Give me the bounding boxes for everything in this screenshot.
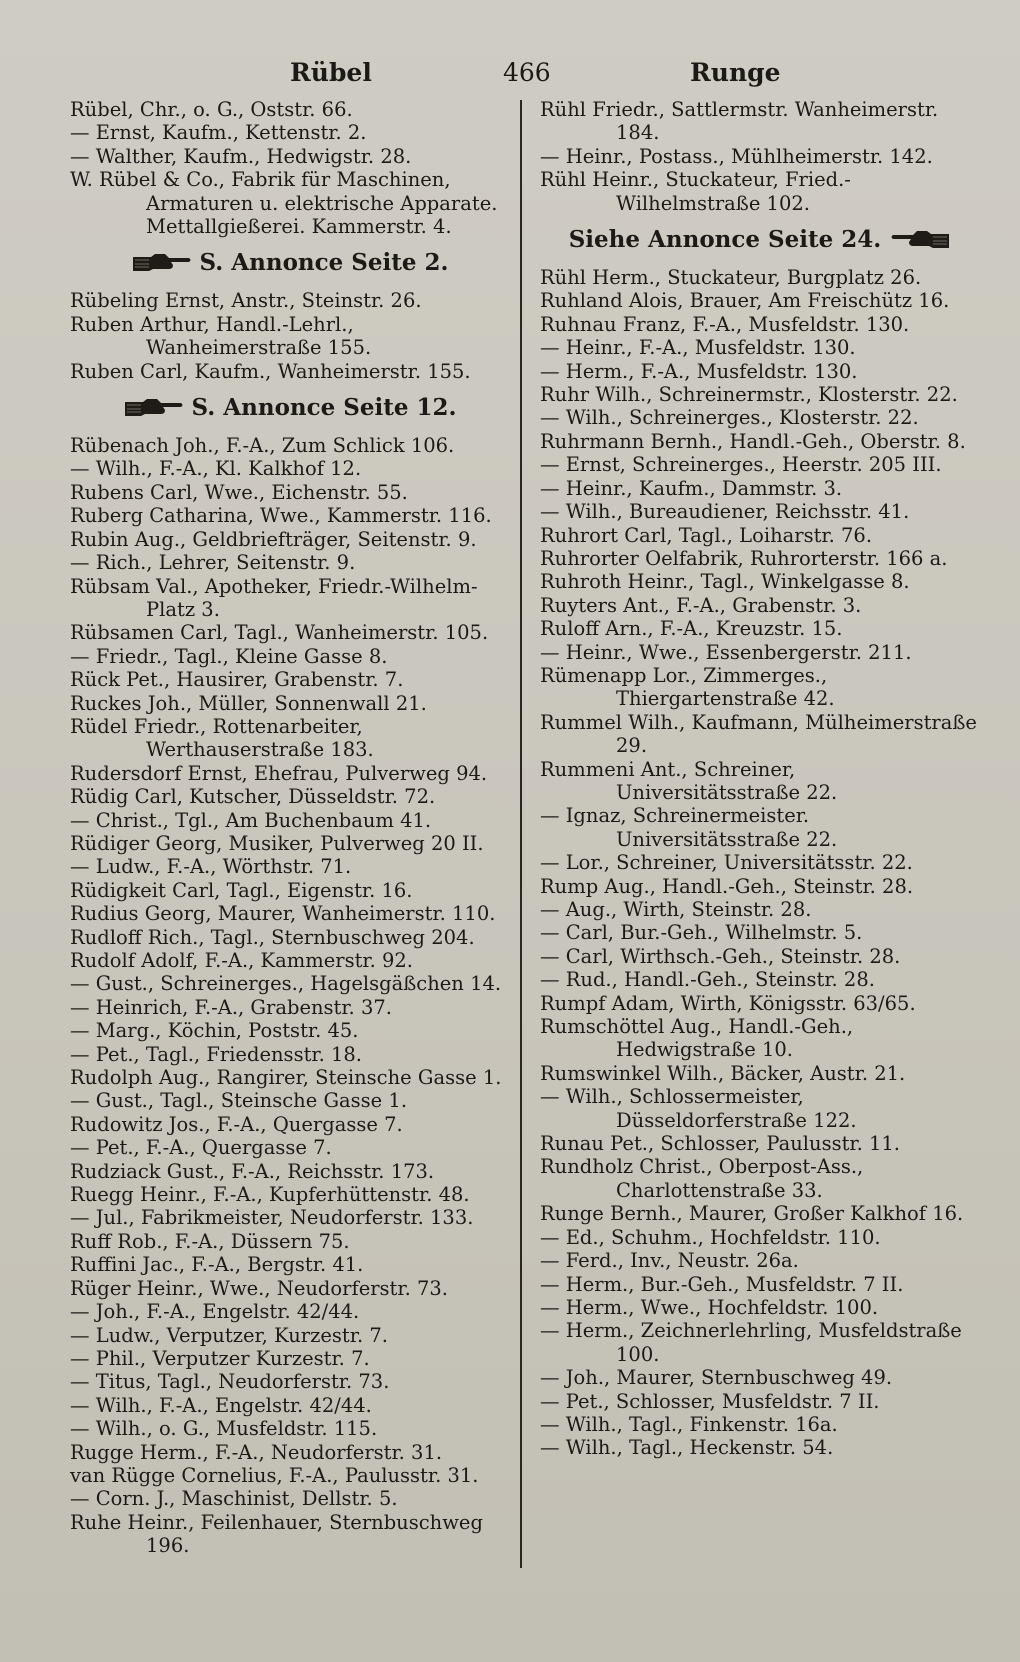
- directory-entry: — Herm., F.-A., Musfeldstr. 130.: [540, 359, 858, 383]
- directory-entry: — Lor., Schreiner, Universitätsstr. 22.: [540, 851, 913, 875]
- column-divider: [520, 100, 522, 1568]
- directory-entry: — Ignaz, Schreinermeister. Universitätsstraße 22.: [540, 804, 838, 851]
- directory-entry: Ruhr Wilh., Schreinermstr., Klosterstr. 22.: [540, 383, 958, 407]
- directory-entry: — Ferd., Inv., Neustr. 26a.: [540, 1249, 799, 1273]
- directory-entry: Ruloff Arn., F.-A., Kreuzstr. 15.: [540, 617, 843, 641]
- header-right-keyword: Runge: [690, 58, 781, 87]
- directory-entry: Rubin Aug., Geldbriefträger, Seitenstr. 9.: [70, 527, 477, 551]
- directory-entry: Rudziack Gust., F.-A., Reichsstr. 173.: [70, 1159, 435, 1183]
- directory-entry: — Herm., Wwe., Hochfeldstr. 100.: [540, 1295, 879, 1319]
- directory-entry: W. Rübel & Co., Fabrik für Maschinen, Armaturen u. elektrische Apparate. Mettallgießerei. Kammerstr. 4.: [70, 168, 498, 239]
- left-column: [70, 98, 510, 1558]
- directory-entry: — Ludw., F.-A., Wörthstr. 71.: [70, 855, 352, 879]
- directory-entry: — Gust., Tagl., Steinsche Gasse 1.: [70, 1089, 408, 1113]
- directory-entry: Rump Aug., Handl.-Geh., Steinstr. 28.: [540, 874, 914, 898]
- directory-entry: Ruberg Catharina, Wwe., Kammerstr. 116.: [70, 504, 492, 528]
- directory-entry: Ruhnau Franz, F.-A., Musfeldstr. 130.: [540, 312, 910, 336]
- directory-entry: Ruegg Heinr., F.-A., Kupferhüttenstr. 48.: [70, 1183, 470, 1207]
- directory-entry: Rundholz Christ., Oberpost-Ass., Charlottenstraße 33.: [540, 1155, 864, 1202]
- directory-entry: — Herm., Bur.-Geh., Musfeldstr. 7 II.: [540, 1272, 904, 1296]
- directory-entry: — Rud., Handl.-Geh., Steinstr. 28.: [540, 968, 875, 992]
- directory-entry: Rudolf Adolf, F.-A., Kammerstr. 92.: [70, 949, 414, 972]
- directory-entry: Rühl Heinr., Stuckateur, Fried.-Wilhelmstraße 102.: [540, 168, 851, 215]
- annonce-text: Siehe Annonce Seite 24.: [568, 226, 882, 254]
- directory-entry: Rummeni Ant., Schreiner, Universitätsstraße 22.: [540, 757, 838, 804]
- directory-entry: — Friedr., Tagl., Kleine Gasse 8.: [70, 644, 388, 668]
- pointing-hand-icon: [131, 251, 193, 273]
- right-column: [540, 98, 980, 1460]
- directory-entry: Rudowitz Jos., F.-A., Quergasse 7.: [70, 1112, 403, 1136]
- directory-entry: Rudolph Aug., Rangirer, Steinsche Gasse 1.: [70, 1066, 502, 1090]
- annonce-text: S. Annonce Seite 12.: [191, 394, 457, 422]
- directory-entry: Runge Bernh., Maurer, Großer Kalkhof 16.: [540, 1202, 964, 1226]
- directory-entry: Rüger Heinr., Wwe., Neudorferstr. 73.: [70, 1276, 448, 1300]
- directory-entry: — Herm., Zeichnerlehrling, Musfeldstraße 100.: [540, 1319, 962, 1366]
- directory-entry: Rühl Friedr., Sattlermstr. Wanheimerstr. 184.: [540, 98, 939, 145]
- directory-entry: Rümenapp Lor., Zimmerges., Thiergartenstraße 42.: [540, 663, 835, 711]
- directory-entry: Ruhrort Carl, Tagl., Loiharstr. 76.: [540, 523, 873, 547]
- directory-entry: — Wilh., o. G., Musfeldstr. 115.: [70, 1417, 378, 1441]
- directory-entry: Rübsamen Carl, Tagl., Wanheimerstr. 105.: [70, 621, 489, 645]
- directory-entry: Ruben Arthur, Handl.-Lehrl., Wanheimerstraße 155.: [70, 312, 372, 360]
- directory-entry: Rugge Herm., F.-A., Neudorferstr. 31.: [70, 1440, 443, 1464]
- directory-entry: Rübeling Ernst, Anstr., Steinstr. 26.: [70, 289, 422, 313]
- directory-entry: — Heinr., Postass., Mühlheimerstr. 142.: [540, 144, 933, 168]
- directory-entry: — Titus, Tagl., Neudorferstr. 73.: [70, 1370, 390, 1394]
- pointing-hand-icon: [889, 228, 951, 250]
- directory-entry: — Phil., Verputzer Kurzestr. 7.: [70, 1346, 370, 1370]
- directory-entry: Ruhe Heinr., Feilenhauer, Sternbuschweg 196.: [70, 1510, 483, 1558]
- directory-entry: — Wilh., Tagl., Finkenstr. 16a.: [540, 1412, 838, 1436]
- directory-entry: — Wilh., Bureaudiener, Reichsstr. 41.: [540, 500, 910, 524]
- directory-entry: Ruffini Jac., F.-A., Bergstr. 41.: [70, 1253, 364, 1277]
- directory-entry: Ruhland Alois, Brauer, Am Freischütz 16.: [540, 289, 950, 313]
- directory-entry: — Wilh., Tagl., Heckenstr. 54.: [540, 1436, 834, 1460]
- directory-entry: — Joh., Maurer, Sternbuschweg 49.: [540, 1366, 893, 1390]
- directory-entry: — Ed., Schuhm., Hochfeldstr. 110.: [540, 1225, 881, 1249]
- page-number: 466: [503, 58, 551, 87]
- directory-entry: Rühl Herm., Stuckateur, Burgplatz 26.: [540, 266, 922, 290]
- directory-entry: Rumpf Adam, Wirth, Königsstr. 63/65.: [540, 991, 916, 1015]
- directory-entry: — Pet., Tagl., Friedensstr. 18.: [70, 1042, 362, 1066]
- directory-entry: — Carl, Bur.-Geh., Wilhelmstr. 5.: [540, 921, 863, 945]
- directory-entry: — Heinr., F.-A., Musfeldstr. 130.: [540, 336, 856, 360]
- directory-entry: — Heinr., Kaufm., Dammstr. 3.: [540, 476, 843, 500]
- directory-entry: — Wilh., Schlossermeister, Düsseldorferstraße 122.: [540, 1085, 857, 1132]
- annonce-notice: [70, 247, 510, 279]
- directory-entry: Rübel, Chr., o. G., Oststr. 66.: [70, 98, 353, 121]
- directory-entry: Rudius Georg, Maurer, Wanheimerstr. 110.: [70, 902, 496, 926]
- directory-entry: Rumschöttel Aug., Handl.-Geh., Hedwigstraße 10.: [540, 1015, 854, 1062]
- directory-entry: Ruben Carl, Kaufm., Wanheimerstr. 155.: [70, 359, 471, 383]
- directory-entry: Ruhroth Heinr., Tagl., Winkelgasse 8.: [540, 570, 910, 594]
- directory-entry: Rübsam Val., Apotheker, Friedr.-Wilhelm-Platz 3.: [70, 574, 478, 621]
- directory-entry: van Rügge Cornelius, F.-A., Paulusstr. 31.: [70, 1463, 479, 1487]
- directory-entry: Runau Pet., Schlosser, Paulusstr. 11.: [540, 1132, 901, 1156]
- header-left-keyword: Rübel: [290, 58, 372, 87]
- annonce-text: S. Annonce Seite 2.: [199, 249, 449, 277]
- directory-entry: — Marg., Köchin, Poststr. 45.: [70, 1019, 359, 1043]
- directory-entry: — Jul., Fabrikmeister, Neudorferstr. 133.: [70, 1206, 474, 1230]
- directory-entry: — Heinrich, F.-A., Grabenstr. 37.: [70, 995, 392, 1019]
- directory-entry: Rüdig Carl, Kutscher, Düsseldstr. 72.: [70, 785, 436, 809]
- directory-entry: — Joh., F.-A., Engelstr. 42/44.: [70, 1300, 360, 1324]
- directory-entry: — Pet., Schlosser, Musfeldstr. 7 II.: [540, 1389, 880, 1413]
- directory-entry: — Carl, Wirthsch.-Geh., Steinstr. 28.: [540, 944, 901, 968]
- directory-entry: — Ernst, Kaufm., Kettenstr. 2.: [70, 121, 367, 145]
- page-header: [0, 52, 1020, 92]
- annonce-notice: [70, 392, 510, 424]
- directory-entry: — Ernst, Schreinerges., Heerstr. 205 III.: [540, 453, 942, 477]
- directory-entry: — Walther, Kaufm., Hedwigstr. 28.: [70, 144, 412, 168]
- directory-entry: Ruff Rob., F.-A., Düssern 75.: [70, 1229, 350, 1253]
- directory-entry: Rüdel Friedr., Rottenarbeiter, Werthauserstraße 183.: [70, 714, 374, 762]
- directory-entry: Ruckes Joh., Müller, Sonnenwall 21.: [70, 691, 427, 715]
- directory-entry: Rübenach Joh., F.-A., Zum Schlick 106.: [70, 434, 455, 458]
- directory-entry: — Pet., F.-A., Quergasse 7.: [70, 1136, 332, 1160]
- directory-entry: — Corn. J., Maschinist, Dellstr. 5.: [70, 1487, 398, 1511]
- directory-entry: — Wilh., F.-A., Engelstr. 42/44.: [70, 1393, 372, 1417]
- directory-entry: Ruhrorter Oelfabrik, Ruhrorterstr. 166 a.: [540, 546, 948, 570]
- directory-entry: — Heinr., Wwe., Essenbergerstr. 211.: [540, 640, 912, 664]
- directory-entry: — Christ., Tgl., Am Buchenbaum 41.: [70, 808, 432, 832]
- directory-entry: Rudloff Rich., Tagl., Sternbuschweg 204.: [70, 925, 475, 949]
- directory-entry: Rück Pet., Hausirer, Grabenstr. 7.: [70, 668, 404, 692]
- directory-entry: Ruyters Ant., F.-A., Grabenstr. 3.: [540, 593, 862, 617]
- directory-entry: — Ludw., Verputzer, Kurzestr. 7.: [70, 1323, 388, 1347]
- directory-entry: — Gust., Schreinerges., Hagelsgäßchen 14.: [70, 972, 502, 996]
- annonce-notice: [540, 224, 980, 256]
- directory-entry: — Rich., Lehrer, Seitenstr. 9.: [70, 551, 356, 575]
- directory-entry: — Wilh., Schreinerges., Klosterstr. 22.: [540, 406, 919, 430]
- pointing-hand-icon: [123, 396, 185, 418]
- directory-entry: — Aug., Wirth, Steinstr. 28.: [540, 898, 812, 921]
- directory-entry: Rubens Carl, Wwe., Eichenstr. 55.: [70, 480, 408, 504]
- directory-entry: Rumswinkel Wilh., Bäcker, Austr. 21.: [540, 1061, 906, 1085]
- directory-entry: Rüdigkeit Carl, Tagl., Eigenstr. 16.: [70, 878, 413, 902]
- directory-entry: — Wilh., F.-A., Kl. Kalkhof 12.: [70, 457, 362, 481]
- directory-entry: Rummel Wilh., Kaufmann, Mülheimerstraße 29.: [540, 710, 977, 758]
- directory-entry: Rudersdorf Ernst, Ehefrau, Pulverweg 94.: [70, 761, 488, 785]
- directory-entry: Ruhrmann Bernh., Handl.-Geh., Oberstr. 8.: [540, 429, 966, 453]
- directory-entry: Rüdiger Georg, Musiker, Pulverweg 20 II.: [70, 831, 484, 855]
